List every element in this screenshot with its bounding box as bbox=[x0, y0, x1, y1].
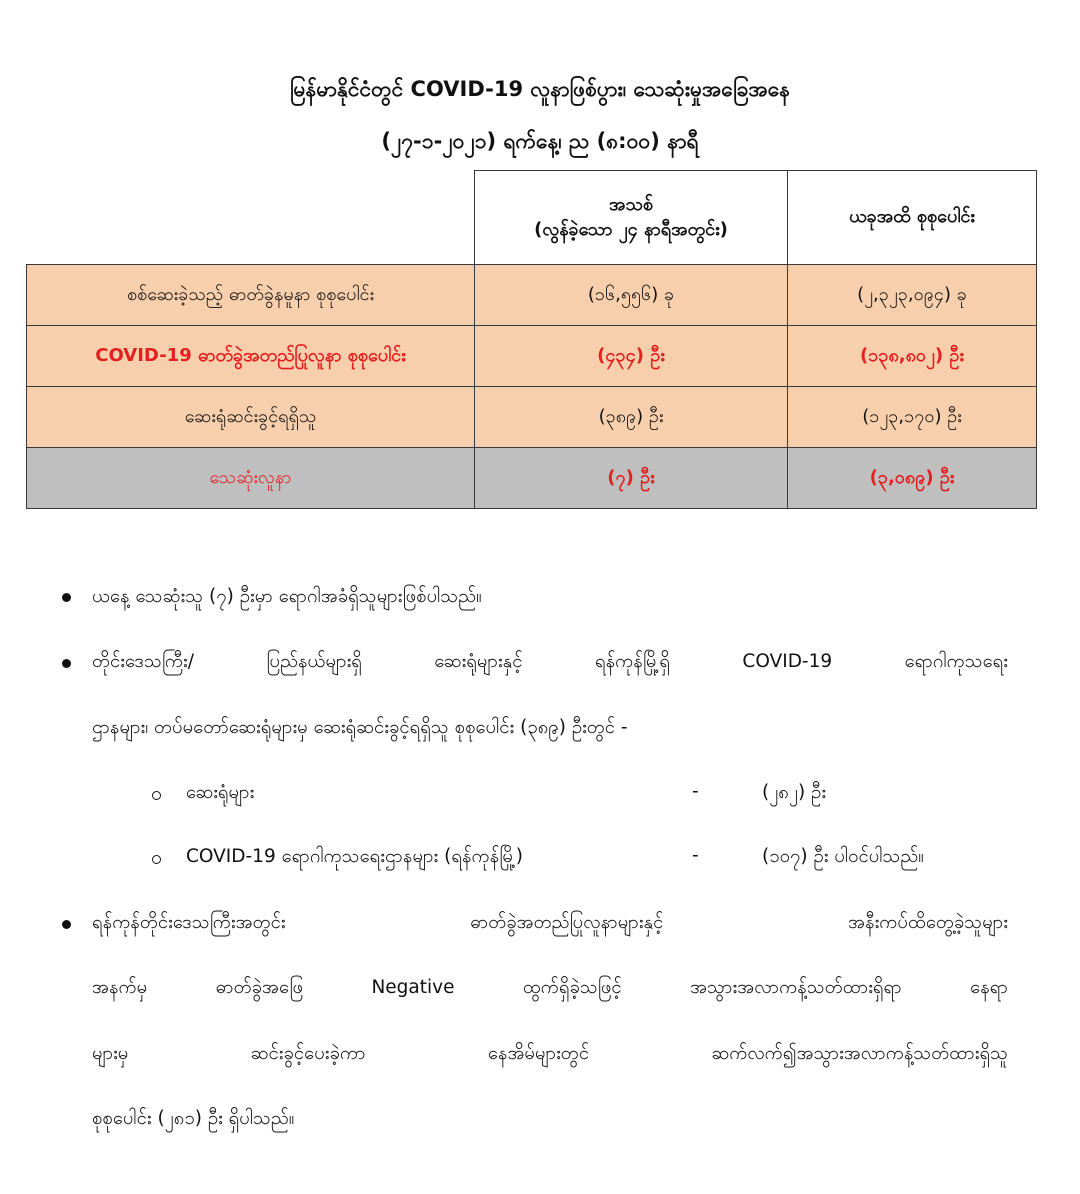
sub-hospitals-label: ဆေးရုံများ bbox=[186, 782, 255, 803]
covid-stats-table bbox=[26, 170, 1037, 509]
sub-hospitals-value: (၂၈၂) ဦး bbox=[762, 782, 827, 803]
note-deaths: ယနေ့ သေဆုံးသူ (၇) ဦးမှာ ရောဂါအခံရှိသူများဖြစ်ပါသည်။ bbox=[92, 586, 482, 607]
report-title: မြန်မာနိုင်ငံတွင် COVID-19 လူနာဖြစ်ပွား၊ သေဆုံးမှုအခြေအနေ bbox=[289, 77, 790, 101]
table-row bbox=[27, 265, 1037, 326]
bullet-dot bbox=[62, 920, 71, 929]
row-total-value: (၂,၃၂၃,၀၉၄) ခု bbox=[788, 265, 1037, 326]
note-quarantine-line2: အနက်မှ ဓာတ်ခွဲအဖြေ Negative ထွက်ရှိခဲ့သဖြင့် အသွားအလာကန့်သတ်ထားရှိရာ နေရာ bbox=[92, 977, 1008, 998]
empty-header-cell bbox=[27, 171, 475, 265]
sub-hospitals-dash: - bbox=[692, 781, 699, 802]
row-total-value: (၁၂၃,၁၇၀) ဦး bbox=[788, 387, 1037, 448]
note-quarantine-line4: စုစုပေါင်း (၂၈၁) ဦး ရှိပါသည်။ bbox=[92, 1108, 295, 1129]
header-new-subtitle: (လွန်ခဲ့သော ၂၄ နာရီအတွင်း) bbox=[534, 218, 728, 240]
header-new-title: အသစ် bbox=[608, 194, 654, 216]
sub-treatment-centers-dash: - bbox=[692, 845, 699, 866]
row-new-value: (၁၆,၅၅၆) ခု bbox=[475, 265, 788, 326]
table-header-row bbox=[27, 171, 1037, 265]
sub-treatment-centers-label: COVID-19 ရောဂါကုသရေးဌာနများ (ရန်ကုန်မြို့) bbox=[186, 846, 523, 867]
row-new-value: (၃၈၉) ဦး bbox=[475, 387, 788, 448]
note-quarantine-line3: များမှ ဆင်းခွင့်ပေးခဲ့ကာ နေအိမ်များတွင် ဆက်လက်၍အသွားအလာကန့်သတ်ထားရှိသူ bbox=[92, 1043, 1008, 1064]
report-date: (၂၇-၁-၂၀၂၁) ရက်နေ့၊ ည (၈:၀၀) နာရီ bbox=[381, 129, 699, 153]
table-row bbox=[27, 448, 1037, 509]
sub-bullet-circle bbox=[152, 791, 161, 800]
table-row bbox=[27, 326, 1037, 387]
row-label: စစ်ဆေးခဲ့သည့် ဓာတ်ခွဲနမူနာ စုစုပေါင်း bbox=[27, 265, 475, 326]
row-total-value: (၁၃၈,၈၀၂) ဦး bbox=[788, 326, 1037, 387]
bullet-dot bbox=[62, 659, 71, 668]
row-label: COVID-19 ဓာတ်ခွဲအတည်ပြုလူနာ စုစုပေါင်း bbox=[27, 326, 475, 387]
header-new-cell bbox=[475, 171, 788, 265]
row-label: ဆေးရုံဆင်းခွင့်ရရှိသူ bbox=[27, 387, 475, 448]
bullet-dot bbox=[62, 593, 71, 602]
row-new-value: (၄၃၄) ဦး bbox=[475, 326, 788, 387]
row-label: သေဆုံးလူနာ bbox=[27, 448, 475, 509]
sub-bullet-circle bbox=[152, 855, 161, 864]
row-total-value: (၃,၀၈၉) ဦး bbox=[788, 448, 1037, 509]
note-discharge-line1: တိုင်းဒေသကြီး/ ပြည်နယ်များရှိ ဆေးရုံများနှင့် ရန်ကုန်မြို့ရှိ COVID-19 ရောဂါကုသရေး bbox=[92, 651, 1008, 672]
sub-treatment-centers-value: (၁၀၇) ဦး ပါဝင်ပါသည်။ bbox=[762, 846, 924, 867]
header-total-cell: ယခုအထိ စုစုပေါင်း bbox=[788, 171, 1037, 265]
note-discharge-line2: ဌာနများ၊ တပ်မတော်ဆေးရုံများမှ ဆေးရုံဆင်းခွင့်ရရှိသူ စုစုပေါင်း (၃၈၉) ဦးတွင် - bbox=[92, 717, 628, 738]
row-new-value: (၇) ဦး bbox=[475, 448, 788, 509]
note-quarantine-line1: ရန်ကုန်တိုင်းဒေသကြီးအတွင်း ဓာတ်ခွဲအတည်ပြုလူနာများနှင့် အနီးကပ်ထိတွေ့ခဲ့သူများ bbox=[92, 912, 1008, 933]
table-row bbox=[27, 387, 1037, 448]
